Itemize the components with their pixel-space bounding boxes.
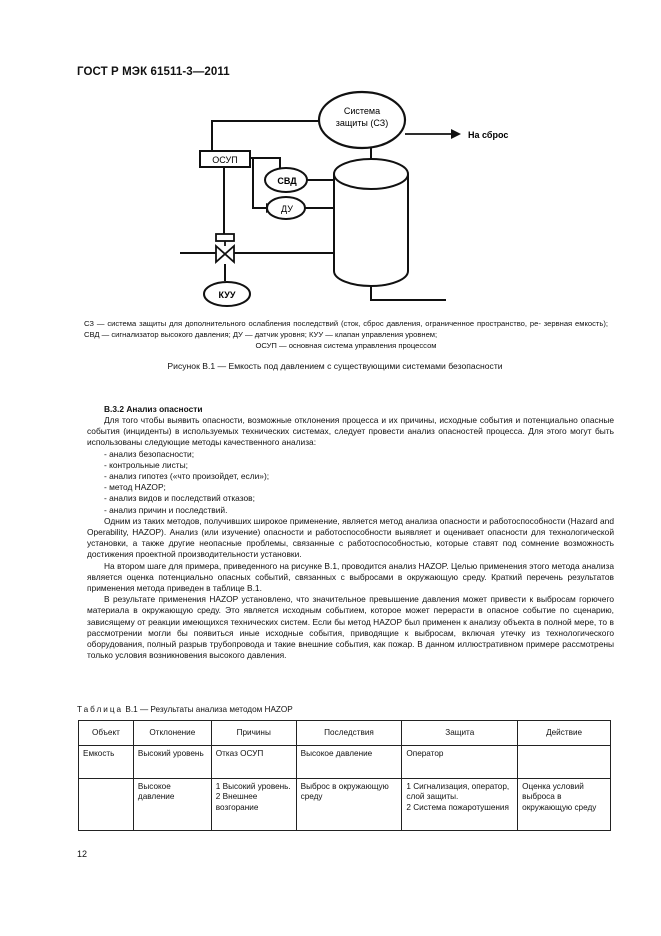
sz-label-line2: защиты (СЗ) xyxy=(335,118,389,128)
column-header: Объект xyxy=(79,721,134,746)
methods-list xyxy=(87,449,614,516)
paragraph: Для того чтобы выявить опасности, возможные отклонения процесса и их причины, исходные события и потенциально опасные события (инциденты) в используемых технических системах, следует провести анализ опасностей процесса. Для этого могут быть использованы следующие методы качественного анализа: xyxy=(87,415,614,448)
release-label: На сброс xyxy=(468,130,509,140)
table-cell: Высокое давление xyxy=(133,779,211,831)
column-header: Защита xyxy=(402,721,518,746)
list-item: - анализ причин и последствий. xyxy=(104,504,228,515)
table-cell: Оценка условий выброса в окружающую среду xyxy=(518,779,611,831)
table-cell: Оператор xyxy=(402,746,518,779)
figure-legend xyxy=(84,318,608,351)
paragraph: На втором шаге для примера, приведенного на рисунке В.1, проводится анализ HAZOP. Целью применения этого метода анализа является оценка потенциально опасных событий, связанных с выбросами в окружающую среду. Краткий перечень результатов применения метода приведен в таблице В.1. xyxy=(87,560,614,594)
table-row xyxy=(79,746,611,779)
paragraph: В результате применения HAZOP установлено, что значительное превышение давления может привести к выбросам горючего материала в окружающую среду. Это является исходным событием, которое может перерасти в опасное событие по сценарию, зависящему от реакции имеющихся технических систем. Если бы метод HAZOP был применен к анализу объекта в полной мере, то в рассмотрении могли бы появиться иные исходные события, приводящие к выбросам, включая утечку из технологического оборудования, полный разрыв трубопровода и такие внешние события, как пожар. В данном иллюстративном примере рассмотрены только условия возникновения высокого давления. xyxy=(87,594,614,661)
paragraph: Одним из таких методов, получивших широкое применение, является метод анализа опасности и работоспособности (Hazard and Operability, HAZOP). Анализ (или изучение) опасности и работоспособности выявляет и оценивает опасности для технологической установки, а также другие неопасные проблемы, связанные с работоспособностью, которые ставят под сомнение возможность достижения проектной производительности установки. xyxy=(87,515,614,560)
list-item: - контрольные листы; xyxy=(104,459,188,470)
table-cell xyxy=(518,746,611,779)
table-header-row xyxy=(79,721,611,746)
list-item: - анализ гипотез («что произойдет, если»); xyxy=(104,471,270,482)
list-item: - анализ безопасности; xyxy=(104,448,195,459)
section-heading: В.3.2 Анализ опасности xyxy=(104,404,203,414)
table-cell xyxy=(79,779,134,831)
document-header: ГОСТ Р МЭК 61511-3—2011 xyxy=(77,66,230,78)
table-cell: Отказ ОСУП xyxy=(211,746,296,779)
sz-label-line1: Система xyxy=(343,106,381,116)
column-header: Отклонение xyxy=(133,721,211,746)
level-control-valve-label: КУУ xyxy=(218,290,236,300)
column-header: Последствия xyxy=(296,721,402,746)
table-caption xyxy=(77,705,293,714)
page-number: 12 xyxy=(77,849,88,859)
table-cell: 1 Сигнализация, оператор, слой защиты. 2 Система пожаротушения xyxy=(402,779,518,831)
column-header: Причины xyxy=(211,721,296,746)
valve-actuator xyxy=(216,234,234,241)
table-cell: Высокое давление xyxy=(296,746,402,779)
control-valve xyxy=(216,246,234,262)
vessel-diagram xyxy=(0,0,661,320)
table-cell: Емкость xyxy=(79,746,134,779)
figure-caption: Рисунок В.1 — Емкость под давлением с существующими системами безопасности xyxy=(167,361,503,371)
high-pressure-alarm-label: СВД xyxy=(277,176,297,186)
hazop-table xyxy=(78,720,611,831)
table-cell: Высокий уровень xyxy=(133,746,211,779)
column-header: Действие xyxy=(518,721,611,746)
list-item: - анализ видов и последствий отказов; xyxy=(104,493,255,504)
list-item: - метод HAZOP; xyxy=(104,482,166,493)
table-cell: Выброс в окружающую среду xyxy=(296,779,402,831)
table-caption-word: Таблица xyxy=(77,705,124,714)
table-cell: 1 Высокий уровень. 2 Внешнее возгорание xyxy=(211,779,296,831)
legend-line: ОСУП — основная система управления процессом xyxy=(255,341,437,350)
legend-line: зервная емкость); СВД — сигнализатор высокого давления; ДУ — датчик уровня; КУУ — клапан управления уровнем; xyxy=(84,319,608,339)
section-body xyxy=(87,415,614,661)
table-row xyxy=(79,779,611,831)
table-caption-text: В.1 — Результаты анализа методом HAZOP xyxy=(125,705,293,714)
bpcs-label: ОСУП xyxy=(212,155,238,165)
legend-line: СЗ — система защиты для дополнительного ослабления последствий (сток, сброс давления, ограниченное пространство, ре- xyxy=(84,319,541,328)
level-sensor-label: ДУ xyxy=(281,204,293,214)
